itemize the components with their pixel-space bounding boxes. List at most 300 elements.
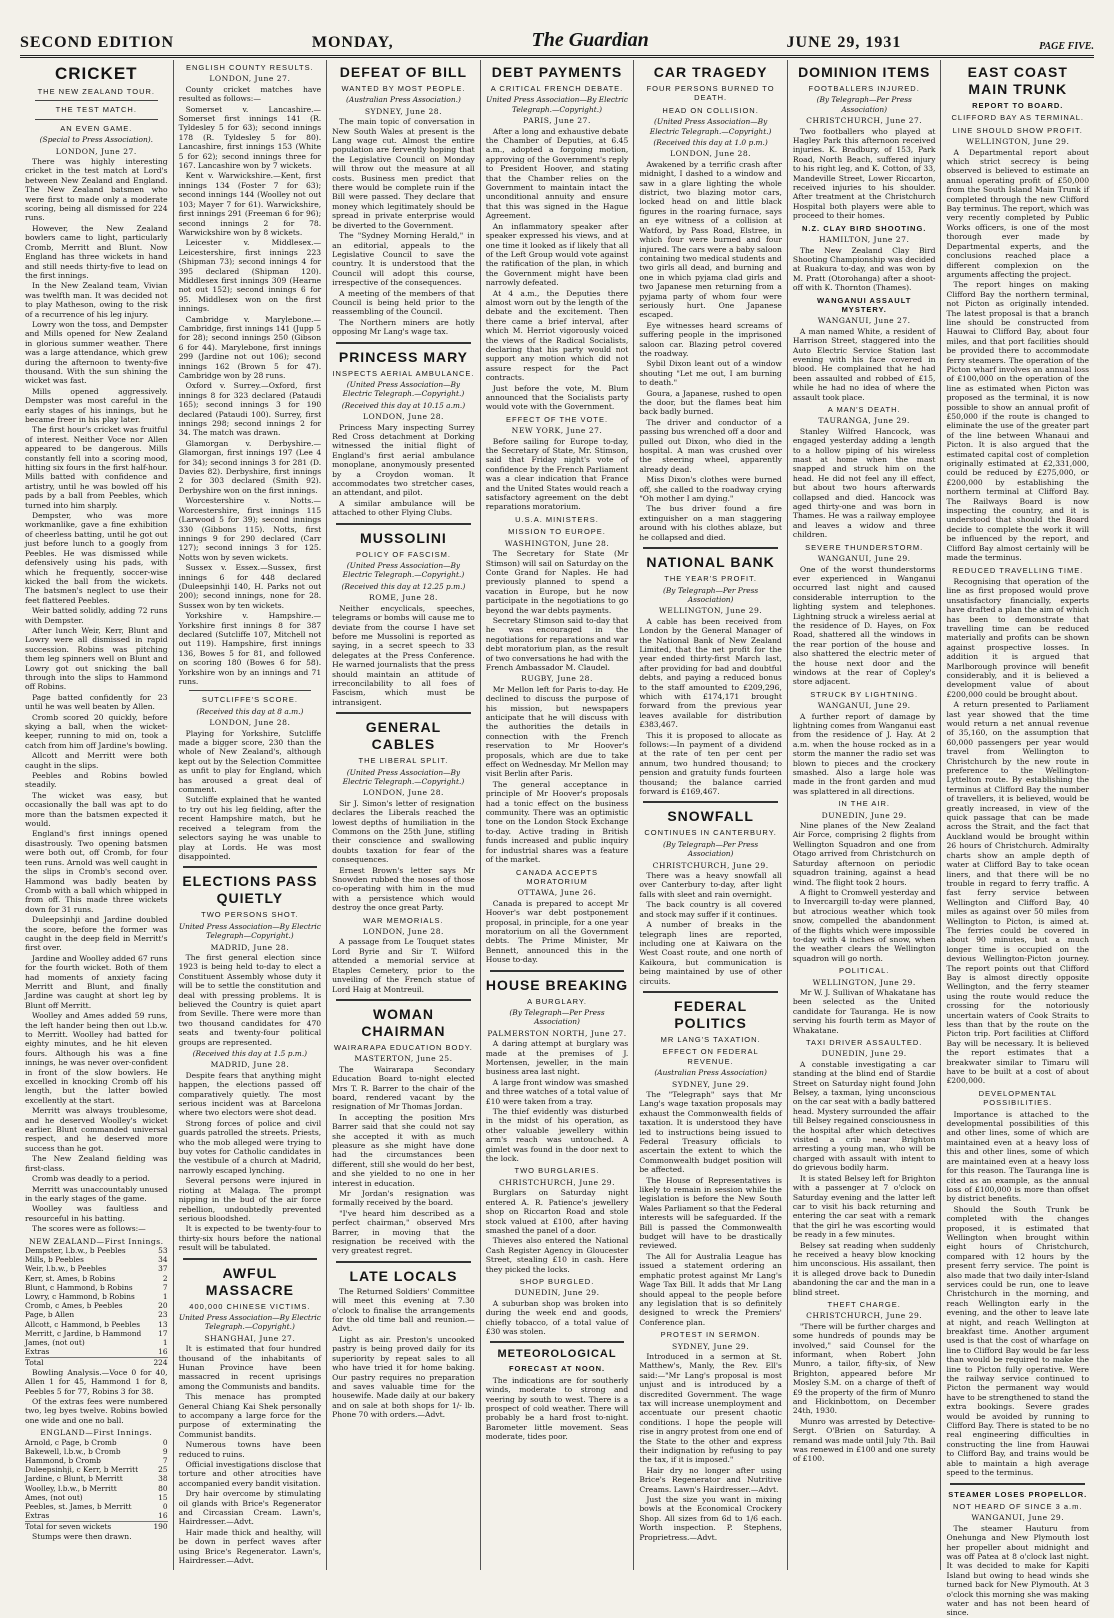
paragraph: Worcestershire v. Notts.—Worcestershire, first innings 115 (Larwood 5 for 39); second innings 330 (Gibbons 115). Notts, first innings 9 for 290 declared (Carr 127); second innings 3 for 125. Notts won by seven wickets.	[178, 496, 322, 562]
runs: 23	[158, 1310, 168, 1320]
credit-line: (Received this day at 1.5 p.m.)	[192, 1049, 308, 1058]
paragraph: In the New Zealand team, Vivian was twelfth man. It was decided not to play Matheson, owing to the risk of a recurrence of his leg injury.	[25, 281, 168, 319]
paragraph: Official investigations disclose that torture and other atrocities have accompanied every bandit visitation.	[178, 1460, 322, 1488]
credit-line: (Australian Press Association)	[654, 1068, 767, 1078]
paragraph: The steamer Hauturu from Onehunga and New Plymouth lost her propeller about midnight and was off Patea at 8 o'clock last night. It was decided to make for Kapiti Island but owing to head winds she turned back for New Plymouth. At 3 o'clock this morning she was making water and has not been heard of since.	[946, 1523, 1090, 1618]
paragraph: Mr Mellon left for Paris to-day. He declined to discuss the purpose of his mission, but newspapers anticipate that he will discuss with the authorities the details in connection with the French reservation to Mr Hoover's proposals, which are due to take effect on Wednesday. Mr Mellon may visit Berlin after Paris.	[485, 684, 629, 779]
masthead-rule	[20, 55, 1094, 58]
credit-line: (Received this day at 1.0 p.m.)	[653, 138, 768, 148]
scorecard-row	[25, 1484, 168, 1493]
headline-princess-mary: PRINCESS MARY	[338, 348, 469, 365]
paragraph: Sir J. Simon's letter of resignation declares the Liberals reached the lowest depths of humiliation in the Commons on the 25th June, stifling their conscience and swallowing doubts taxation for fear of the consequences.	[332, 798, 475, 865]
batsman: Page, b Allen	[25, 1310, 75, 1320]
paragraph: There was highly interesting cricket in the test match at Lord's between New Zealand and England. The New Zealand batsmen who were first to made only a moderate scoring, being all dismissed for 224 runs.	[25, 157, 168, 223]
subhead: STRUCK BY LIGHTNING.	[810, 689, 919, 699]
divider	[490, 970, 625, 972]
total-runs: 190	[153, 1522, 168, 1532]
paragraph: The general acceptance in principle of Mr Hoover's proposals had a tonic effect on the business community. There was an optimistic tone on the London Stock Exchange to-day. Active trading in British funds increased and public inquiry for industrial shares was a feature of the market.	[485, 779, 629, 865]
total-label: Total for seven wickets	[25, 1522, 112, 1532]
dateline: LONDON, June 27.	[55, 146, 137, 156]
scorecard-row	[25, 1255, 168, 1264]
divider	[643, 801, 778, 803]
scorecard-row	[25, 1493, 168, 1502]
paragraph: Just before the vote, M. Blum announced that the Socialists party would vote with the Government.	[485, 383, 629, 412]
scorecard-heading: ENGLAND—First Innings.	[40, 1428, 153, 1438]
divider	[336, 523, 471, 525]
paragraph: Allcott and Merritt were both caught in the slips.	[25, 751, 168, 770]
paragraph: Jardine and Woolley added 67 runs for the fourth wicket. Both of them had moments of anxiety facing Merritt and Blunt, and finally Jardine was caught at short leg by Blunt off Merritt.	[25, 953, 168, 1010]
headline-elections: ELECTIONS PASS QUIETLY	[182, 873, 318, 907]
dateline: WANGANUI, June 29.	[817, 554, 911, 564]
subhead: TWO BURGLARIES.	[514, 1166, 600, 1176]
paragraph: County cricket matches have resulted as follows:—	[178, 84, 322, 104]
subhead: THE NEW ZEALAND TOUR.	[37, 87, 155, 96]
dateline: WANGANUI, June 29.	[971, 1513, 1065, 1523]
paragraph: Merritt was unaccountably unused in the early stages of the game.	[25, 1184, 168, 1203]
scorecard-row	[25, 1347, 168, 1356]
headline-woman-chairman: WOMAN CHAIRMAN	[361, 1005, 446, 1039]
divider	[643, 547, 778, 549]
paragraph: At 4 a.m., the Deputies there almost worn out by the length of the debate and the excitement. Then there came a brief interval, after which M. Herriot vigorously voiced the views of the Radical Socialists, declaring that his party would not support any motion which did not assure respect for the Pact contracts.	[485, 288, 629, 383]
subhead: A CRITICAL FRENCH DEBATE.	[490, 84, 624, 93]
dateline: WANGANUI, June 27.	[817, 316, 911, 326]
paragraph: It is expected to be twenty-four to thirty-six hours before the national result will be tabulated.	[178, 1224, 322, 1253]
scorecard-row	[25, 1511, 168, 1520]
paragraph: The first general election since 1923 is being held to-day to elect a Constituent Assembly whose duty it will be to settle the constitution and deal with pressing problems. It is believed the Country is quiet apart from Seville. There were more than two thousand candidates for 470 seats and twenty-four political groups are represented.	[178, 952, 322, 1047]
paragraph: A large front window was smashed and three watches of a total value of £10 were taken from a tray.	[485, 1077, 629, 1106]
subhead: LINE SHOULD SHOW PROFIT.	[952, 125, 1083, 135]
advertisement: Hair made thick and healthy, will be down in perfect waves after using Brice's Regenerator. Lawn's, Hairdresser.—Advt.	[178, 1527, 322, 1566]
paragraph: "I've heard him described as a perfect chairman," observed Mrs Barrer, in moving that the resignation be received with the very greatest regret.	[332, 1208, 475, 1256]
paragraph: Sybil Dixon leant out of a window shouting "Let me out, I am burning to death."	[639, 359, 782, 388]
paragraph: A Departmental report about which strict secrecy is being observed is believed to estimate an annual operating profit of £50,000 from the South Island Main Trunk if completed through the new Clifford Bay terminus. The report, which was very recently completed by Public Works officers, is one of the most thorough ever made by Departmental experts, and the conclusions reached place a different complexion on the arguments affecting the project.	[946, 147, 1090, 279]
paragraph: A daring attempt at burglary was made at the premises of J. Mortensen, jeweller, in the main business area last night.	[485, 1039, 629, 1077]
headline-cricket: CRICKET	[55, 64, 138, 83]
subhead: NOT HEARD OF SINCE 3 a.m.	[953, 1501, 1083, 1511]
paragraph: Sussex v. Essex.—Sussex, first innings 6 for 448 declared (Duleepsinhji 140, H. Parks not out 200); second innings, none for 28. Sussex won by ten wickets.	[178, 563, 322, 610]
runs: 0	[162, 1437, 168, 1447]
batsman: Bakewell, l.b.w., b Cromb	[25, 1446, 121, 1456]
subhead: FORECAST AT NOON.	[508, 1364, 606, 1374]
subhead: A BURGLARY.	[527, 996, 587, 1006]
paragraph: Mills opened aggressively. Dempster was most careful in the early stages of his innings, but he became freer in his play later.	[25, 386, 168, 424]
runs: 37	[158, 1264, 168, 1274]
dateline: ROME, June 28.	[368, 593, 438, 603]
paragraph: Nine planes of the New Zealand Air Force, comprising 2 flights from Wellington Squadron and one from Otago arrived from Christchurch on Saturday afternoon on periodic squadron training, against a head wind. The flight took 2 hours.	[792, 821, 936, 887]
headline-general-cables: GENERAL CABLES	[365, 719, 442, 753]
runs: 1	[162, 1337, 168, 1347]
paragraph: Oxford v. Surrey.—Oxford, first innings 8 for 323 declared (Pataudi 165); second innings 3 for 190 declared (Pataudi 100). Surrey, first innings 298; second innings 2 for 34. The match was drawn.	[178, 381, 322, 438]
paragraph: A flight to Cromwell yesterday and to Invercargill to-day were planned, but atrocious weather which took snow, compelled the abandonment of the flights which were impossible to-day with 4 inches of snow, when the weather clears the Wellington squadron will go north.	[792, 887, 936, 963]
dateline: SYDNEY, June 28.	[364, 106, 443, 116]
credit-line: (Received this day at 12.25 p.m.)	[341, 581, 466, 591]
runs: 17	[158, 1328, 168, 1338]
paragraph: A man named White, a resident of Harrison Street, staggered into the Auto Electric Service Station last evening with his face covered in blood. He complained that he had been assaulted and robbed of £15, while he had no idea of where the assault took place.	[792, 326, 936, 402]
credit-line: (Australian Press Association.)	[346, 95, 461, 105]
scorecard-row	[25, 1465, 168, 1474]
dateline: CHRISTCHURCH, June 29.	[652, 860, 769, 870]
subhead: TAXI DRIVER ASSAULTED.	[806, 1038, 923, 1047]
batsman: Jardine, c Blunt, b Merritt	[25, 1474, 123, 1484]
paragraph: Recognising that operation of the line as first proposed would prove unsatisfactory financially, experts have drafted a plan the aim of which has been to demonstrate that travelling time can be reduced materially and profits can be shown against prospective losses. In addition it is argued that Marlborough province will benefit considerably, and it is believed a development value of about £200,000 could be brought about.	[946, 576, 1090, 699]
advertisement: Just the size you want in mixing bowls at the Economical Crockery Shop. All sizes from 6d to 1/6 each. Worth inspection. P. Stephens, Proprietress.—Advt.	[639, 1495, 782, 1542]
paragraph: Lowry won the toss, and Dempster and Mills opened for New Zealand in glorious summer weather. There was a large attendance, which grew during the afternoon to twenty-five thousand. With the sun shining the wicket was fast.	[25, 319, 168, 386]
headline-debt-payments: DEBT PAYMENTS	[491, 64, 623, 80]
batsman: Mills, b Peebles	[25, 1255, 84, 1265]
edition-label: SECOND EDITION	[20, 34, 175, 51]
column-5	[634, 60, 788, 1570]
column-2	[174, 60, 328, 1570]
paragraph: The bus driver found a fire extinguisher on a man staggering around with his clothes ablaze, but he collapsed and died.	[639, 504, 782, 542]
paragraph: The Returned Soldiers' Committee will meet this evening at 7.30 o'clock to finalise the arrangements for the old time ball and reunion.—Advt.	[332, 1286, 475, 1334]
dateline: SHANGHAI, June 27.	[204, 1333, 296, 1343]
scorecard-row	[25, 1246, 168, 1255]
batsman: Extras	[25, 1347, 50, 1357]
scorecard-heading: NEW ZEALAND—First Innings.	[29, 1236, 164, 1246]
paragraph: Eye witnesses heard screams of suffering people in the imprisoned saloon car. Blazing petrol covered the roadway.	[639, 320, 782, 358]
headline-house-breaking: HOUSE BREAKING	[485, 976, 629, 993]
masthead-day: MONDAY,	[311, 34, 394, 51]
scorecard-row	[25, 1456, 168, 1465]
subhead: TWO PERSONS SHOT.	[201, 910, 299, 920]
subhead: CONTINUES IN CANTERBURY.	[644, 828, 777, 838]
paragraph: A return presented to Parliament last year showed that the time would return a net annual revenue of 35,160, on the assumption that 60,000 passengers per year would travel from Wellington to Christchurch by the new route in preference to the Wellington-Lyttelton route. By establishing the terminus at Clifford Bay the number of travellers, it is believed, would be greatly increased, in view of the quick passage that can be made across the Strait, and the fact that Auckland would be brought within 26 hours of Christchurch. Admiralty charts show an ample depth of water at Clifford Bay to take ocean liners, and that there will be no trouble in regard to ferry traffic. A fast ferry service between Wellington and Clifford Bay, 40 miles as against over 50 miles from Wellington to Picton, is aimed at. The ferries could be covered in about 90 minutes, but a much longer time is occupied on the devious Wellington-Picton journey. The report points out that Clifford Bay is almost directly opposite Wellington, and the ferry steamer using the route would reduce the crossing for the notoriously uncertain waters of Cook Straits to less than that by the route on the Picton trip. Port facilities at Clifford Bay will be necessary. It is believed the report estimates that a breakwater similar to Timaru will have to be built at a cost of about £200,000.	[946, 700, 1090, 1086]
page-number: PAGE FIVE.	[1039, 41, 1094, 52]
column-7	[941, 60, 1094, 1618]
dateline: PARIS, June 27.	[523, 116, 591, 126]
paragraph: Before sailing for Europe to-day, the Secretary of State, Mr. Stimson, said that Friday night's vote of confidence by the French Parliament was a clear indication that France and the United States would reach a satisfactory agreement on the debt reparations moratorium.	[485, 436, 629, 512]
column-6	[788, 60, 942, 1570]
divider	[336, 712, 471, 714]
paragraph: Mr Jordan's resignation was formally received by the board.	[332, 1189, 475, 1208]
subhead: CANADA ACCEPTS MORATORIUM	[516, 867, 598, 886]
paragraph: It is stated Belsey left for Brighton with a passenger at 7 o'clock on Saturday evening and the latter left car to visit his back returning and entering the car seat with a remark that the girl he was escorting would be ready in a few minutes.	[792, 1173, 936, 1240]
paragraph: Cromb was deadly to a period.	[32, 1174, 150, 1184]
subhead: FOOTBALLERS INJURED.	[808, 84, 920, 93]
credit-line: (By Telegraph—Per Press Association)	[816, 95, 912, 114]
scorecard-nz	[25, 1246, 168, 1368]
subhead: EFFECT OF THE VOTE.	[505, 414, 609, 424]
dateline: DUNEDIN, June 29.	[821, 1049, 907, 1059]
dateline: CHRISTCHURCH, June 29.	[499, 1177, 616, 1187]
scorecard-row	[25, 1301, 168, 1310]
dateline: MASTERTON, June 25.	[354, 1054, 453, 1064]
subhead: ENGLISH COUNTY RESULTS.	[185, 63, 314, 72]
dateline: CHRISTCHURCH, June 29.	[806, 1311, 923, 1321]
dateline: LONDON, June 27.	[209, 74, 291, 84]
paragraph: Secretary Stimson said to-day that he was encouraged in the negotiations for reparations and war debt moratorium plan, as the result of two conversations he had with the French Ambassador M. Claudel.	[485, 615, 629, 672]
paragraph: Somerset v. Lancashire.—Somerset first innings 141 (R. Tyldesley 5 for 63); second innings 178 (R. Tyldesley 5 for 80). Lancashire, first innings 153 (White 5 for 62); second innings three for 167. Lancashire won by 7 wickets.	[178, 104, 322, 171]
paragraph: This menace has prompted General Chiang Kai Shek personally to accompany a large force for the purpose of exterminating the Communist bandits.	[178, 1392, 322, 1439]
paragraph: Strong forces of police and civil guards patrolled the streets. Priests, who the mob alleged were trying to buy votes for Catholic candidates in the vestibule of a church at Madrid, narrowly escaped lynching.	[178, 1118, 322, 1175]
subhead: REDUCED TRAVELLING TIME.	[952, 565, 1084, 575]
subhead: 400,000 CHINESE VICTIMS.	[189, 1301, 311, 1311]
subhead: IN THE AIR.	[838, 799, 891, 809]
credit-line: (United Press Association—By Electric Telegraph.—Copyright.)	[342, 767, 465, 786]
dateline: TAURANGA, June 29.	[818, 416, 910, 426]
dateline: LONDON, June 28.	[362, 927, 444, 937]
runs: 25	[158, 1465, 168, 1475]
runs: 7	[162, 1456, 168, 1466]
paragraph: Despite fears that anything might happen, the elections passed off comparatively quietly. The most serious incident was at Barcelona where two electors were shot dead.	[178, 1070, 322, 1118]
runs: 16	[158, 1511, 168, 1521]
total-label: Total	[25, 1358, 44, 1368]
batsman: James, (not out)	[25, 1337, 85, 1347]
dateline: WELLINGTON, June 29.	[812, 977, 916, 987]
batsman: Woolley, l.b.w., b Merritt	[25, 1483, 117, 1493]
paragraph: Duleepsinhji and Jardine doubled the score, before the former was caught in the deep field in Merritt's first over.	[25, 915, 168, 953]
newspaper-title: The Guardian	[531, 29, 649, 51]
paragraph: The wicket was easy, but occasionally the ball was apt to do more than the batsmen expected it would.	[25, 790, 168, 829]
subhead: WAIRARAPA EDUCATION BODY.	[333, 1042, 473, 1052]
subhead: DEVELOPMENTAL POSSIBILITIES.	[978, 1088, 1057, 1108]
batsman: Hammond, b Cromb	[25, 1456, 101, 1466]
paragraph: Woolley and Ames added 59 runs, the left hander being then out l.b.w. to Merritt. Woolley had batted for eighty minutes, and he hit eleven fours. Although his was a fine innings, he was never over-confident in front of the slow bowlers. He excelled in knocking Cromb off his length, but the latter bowled excellently at the start.	[25, 1011, 168, 1105]
paragraph: The Secretary for State (Mr Stimson) will sail on Saturday on the Conte Grand for Naples. He had previously planned to spend a vacation in Europe, but he now participate in the negotiations to go beyond the war debts payments.	[485, 549, 629, 615]
batsman: Ames, (not out)	[25, 1492, 83, 1502]
credit-line: (United Press Association—By Electric Telegraph.—Copyright.)	[342, 561, 465, 580]
paragraph: Goura, a Japanese, rushed to open the door, but the flames beat him back badly burned.	[639, 388, 782, 417]
runs: 20	[158, 1301, 168, 1311]
subhead: AN EVEN GAME.	[60, 123, 133, 133]
credit-line: United Press Association—By Electric Telegraph.—Copyright.)	[178, 1312, 321, 1332]
runs: 2	[162, 1273, 168, 1283]
scorecard-row	[25, 1320, 168, 1329]
subhead: PROTEST IN SERMON.	[660, 1330, 761, 1340]
newspaper-columns	[20, 60, 1094, 1618]
dateline: DUNEDIN, June 29.	[514, 1288, 600, 1298]
headline-defeat-of-bill: DEFEAT OF BILL	[339, 64, 468, 80]
subhead: MR LANG'S TAXATION.	[660, 1034, 761, 1044]
paragraph: A further report of damage by lightning comes from Wanganui east from the residence of J. Hay. At 2 a.m. when the house rocked as in a storm the manner the radio set was blown to pieces and the crockery smashed. Also a large hole was made in the front garden and mud was splattered in all directions.	[792, 711, 936, 796]
paragraph: The report hinges on making Clifford Bay the northern terminal, not Picton as originally intended. The latest proposal is that a branch line should be constructed from Hauwai to Clifford Bay, about four miles, and that port facilities should be provided there to accommodate ferry steamers. The operation of the Picton wharf involves an annual loss of £100,000 on the operation of the line as estimated when Picton was proposed as the terminal, it is now possible to show an annual profit of £50,000 if the route is changed to eliminate the use of the greater part of the line between Whanaui and Picton. It is also argued that the estimated capital cost of completion originally estimated at £2,331,000, could be reduced by £275,000, or £200,000 by establishing the northern terminal at Clifford Bay. The Railways Board is now inspecting the country, and it is understood that should the Board decide to complete the work it will be influenced by the report, and Clifford Bay almost certainly will be made the terminus.	[946, 280, 1090, 563]
paragraph: Two footballers who played at Hagley Park this afternoon received injuries. K. Bradbury, of 153, Park Road, North Beach, suffered injury to his right leg, and K. Cotton, of 33, Mandeville Street, Lower Riccarton, received injuries to his shoulder. After treatment at the Christchurch Hospital both players were able to proceed to their homes.	[792, 126, 936, 221]
runs: 0	[162, 1502, 168, 1512]
divider	[35, 119, 158, 120]
subhead: U.S.A. MINISTERS.	[515, 514, 599, 524]
paragraph: Of the extras fees were numbered two, leg byes twelve. Robins bowled one wide and one no ball.	[25, 1397, 168, 1425]
paragraph: This it is proposed to allocate as follows:—In payment of a dividend at the rate of ten per cent per annum, two hundred thousand; to pension and gratuity funds fourteen thousand; the balance carried forward is £169,467.	[639, 730, 782, 797]
runs: 16	[158, 1347, 168, 1357]
subhead: POLICY OF FASCISM.	[355, 549, 451, 559]
masthead	[20, 28, 1094, 52]
runs: 15	[158, 1492, 168, 1502]
paragraph: Introduced in a sermon at St. Matthew's, Manly, the Rev. Ell's said:—"Mr Lang's proposal is most unjust and is introduced by a discredited Government. The wage tax will increase unemployment and accentuate our present chaotic conditions. I hope the people will rise in angry protest from one end of the State to the other and express their indignation by refusing to pay the tax, if it is imposed."	[639, 1351, 782, 1465]
subhead: HEAD ON COLLISION.	[662, 105, 759, 115]
dateline: SYDNEY, June 29.	[672, 1079, 750, 1089]
credit-line: United Press Association—By Electric Telegraph—Copyright.)	[178, 921, 321, 941]
paragraph: Belsey sat reading when suddenly he received a heavy blow knocking him unconscious. His assailant, then it is alleged drove back to Dunedin abandoning the car and the man in a blind street.	[792, 1240, 936, 1297]
runs: 1	[162, 1291, 168, 1301]
runs: 7	[162, 1282, 168, 1292]
paragraph: Cambridge v. Marylebone.—Cambridge, first innings 141 (Jupp 5 for 28); second innings 250 (Gibson 6 for 44). Marylebone, first innings 299 (Jardine not out 106); second innings 162 (Brown 5 for 47). Cambridge won by 28 runs.	[178, 314, 322, 380]
paragraph: The New Zealand Clay Bird Shooting Championship was decided at Ruakura to-day, and was won by M. Pratt (Otorohanga) after a shoot-off with K. Thornton (Thames).	[792, 245, 936, 293]
subhead: WANTED BY MOST PEOPLE.	[341, 84, 466, 93]
credit-line: (By Telegraph—Per Press Association)	[662, 839, 759, 859]
subhead: REPORT TO BOARD.	[972, 101, 1064, 110]
subhead: FOUR PERSONS BURNED TO DEATH.	[646, 84, 775, 103]
divider	[189, 690, 312, 691]
dateline: CHRISTCHURCH, June 27.	[806, 116, 923, 126]
divider	[490, 1341, 625, 1343]
dateline: OTTAWA, June 26.	[517, 888, 597, 898]
batsman: Blunt, c Hammond, b Robins	[25, 1282, 133, 1292]
batsman: Lowry, c Hammond, b Robins	[25, 1291, 135, 1301]
paragraph: The back country is all covered and stock may suffer if it continues.	[639, 900, 782, 919]
paragraph: The New Zealand fielding was first-class.	[25, 1154, 168, 1173]
credit-line: (United Press Association—By Electric Telegraph.—Copyright.)	[342, 379, 465, 399]
dateline: WELLINGTON, June 29.	[966, 137, 1070, 147]
paragraph: Stanley Wilfred Hancock, was engaged yesterday adding a length to a hollow piping of his wireless mast at home when the mast snapped and struck him on the head. He did not feel any ill effect, but about two hours afterwards collapsed and died. Hancock was aged thirty-one and was born in Thames. He was a railway employee and leaves a widow and three children.	[792, 426, 936, 540]
scorecard-row	[25, 1264, 168, 1273]
column-1	[20, 60, 174, 1570]
paragraph: Munro was arrested by Detective-Sergt. O'Brien on Saturday. A remand was made until July 7th. Bail was renewed in £100 and one surety of £100.	[792, 1416, 936, 1464]
subhead: THEFT CHARGE.	[827, 1299, 901, 1309]
subhead: WAR MEMORIALS.	[363, 915, 444, 925]
paragraph: Importance is attached to the developmental possibilities of this and other lines, some of which are maintained even at a heavy loss of this and other lines, some of which are maintained even at a heavy loss for this reason. The Tauranga line is cited as an example, as the annual loss of £100,000 is more than offset by district benefits.	[946, 1109, 1090, 1204]
headline-massacre: AWFUL MASSACRE	[205, 1264, 294, 1298]
divider	[336, 1261, 471, 1263]
scorecard-row	[25, 1502, 168, 1511]
dateline: LONDON, June 28.	[209, 718, 291, 728]
headline-meteorological: METEOROLOGICAL	[497, 1348, 617, 1361]
paragraph: A number of breaks in the telegraph lines are reported, including one at Kaiwara on the West Coast route, and one north of Kaikoura, but communication is being maintained by use of other circuits.	[639, 920, 782, 986]
paragraph: England's first innings opened disastrously. Two opening batsmen were both out, off Cromb, for four teen runs. Arnold was well caught in the slips in Cromb's second over. Hammond was badly beaten by Cromb with a ball which whipped in from off. This made three wickets down for 31 runs.	[25, 829, 168, 914]
scorecard-row	[25, 1474, 168, 1483]
scorecard-row	[25, 1283, 168, 1292]
paragraph: Peebles and Robins bowled steadily.	[25, 771, 168, 790]
paragraph: Merritt was always troublesome, and he deserved Woolley's wicket earlier. Blunt commanded universal respect, and he deserved more success than he got.	[25, 1106, 168, 1153]
scorecard-row	[25, 1447, 168, 1456]
paragraph: A meeting of the members of that Council is being held prior to the reassembling of the Council.	[332, 288, 475, 317]
scorecard-england	[25, 1438, 168, 1532]
paragraph: The "Telegraph" says that Mr Lang's wage taxation proposals may exhaust the Commonwealth fields of taxation. It is understood they have led to instructions being issued to Federal Treasury officials to ascertain the extent to which the Commonwealth budget position will be affected.	[639, 1089, 782, 1175]
paragraph: A cable has been received from London by the General Manager of the National Bank of New Zealand Limited, that the net profit for the year ended thirty-first March last, after providing for bad and doubtful debts, and paying a reduced bonus to the staff amounted to £209,296, which with £174,171 brought forward from the previous year leaves available for distribution £383,467.	[639, 616, 782, 730]
paragraph: The first hour's cricket was fruitful of interest. Neither Voce nor Allen appeared to be dangerous. Mills constantly fell into a scoring mood, hitting six fours in the first half-hour. Mills batted with confidence and artistry, until he was bowled off his pads by a ball from Peebles, which turned into him sharply.	[25, 425, 168, 510]
paragraph: Cromb scored 20 quickly, before skying a ball, when the wicket-keeper, running to mid on, took a catch from him off Jardine's bowling.	[25, 712, 168, 750]
paragraph: Miss Dixon's clothes were burned off, she called to the roadway crying "Oh mother I am dying."	[639, 475, 782, 504]
subhead: SEVERE THUNDERSTORM.	[805, 542, 924, 552]
paragraph: The main topic of conversation in New South Wales at present is the Lang wage cut. Almost the entire population are fervently hoping that the Legislative Council on Monday will throw out the measure at all costs. Business men predict that there would be complete ruin if the Bill were passed. They declare that money which legitimately should be spread in private enterprise would be diverted to the Government.	[332, 117, 475, 230]
subhead: CLIFFORD BAY AS TERMINAL.	[951, 113, 1085, 123]
dateline: WASHINGTON, June 28.	[504, 538, 610, 548]
batsman: Peebles, st. James, b Merritt	[25, 1502, 132, 1512]
column-3	[327, 60, 481, 1570]
subhead: SHOP BURGLED.	[519, 1276, 595, 1286]
batsman: Merritt, c Jardine, b Hammond	[25, 1328, 142, 1338]
paragraph: The Northern miners are hotly opposing Mr Lang's wage tax.	[332, 317, 475, 337]
dateline: PALMERSTON NORTH, June 27.	[487, 1028, 627, 1038]
credit-line: (Received this day at 10.15 a.m.)	[341, 400, 466, 410]
batsman: Duleepsinhji, c Kerr, b Merritt	[25, 1465, 139, 1475]
scorecard-row	[25, 1310, 168, 1319]
batsman: Arnold, c Page, b Cromb	[25, 1437, 117, 1447]
paragraph: A constable investigating a car standing at the blind end of Stardie Street on Saturday night found John Belsey, a taxman, lying unconscious on the car seat with a badly battered head. Mystery surrounded the affair till Belsey regained consciousness in the hospital after which detectives visited a crib near Brighton arresting a young man, who will be charged with assault with intent to do grievous bodily harm.	[792, 1059, 936, 1173]
scorecard-row	[25, 1329, 168, 1338]
dateline: RUGBY, June 28.	[521, 674, 593, 684]
paragraph: The House of Representatives is likely to remain in session while the legislation is before the New South Wales Parliament so that the Federal interests will be safeguarded. If the Bill is passed the Commonwealth budget will have to be drastically reviewed.	[639, 1175, 782, 1251]
batsman: Weir, l.b.w., b Peebles	[25, 1264, 107, 1274]
dateline: WELLINGTON, June 29.	[658, 606, 763, 616]
credit-line: (By Telegraph—Per Press Association)	[509, 1007, 605, 1027]
paragraph: Ernest Brown's letter says Mr Snowden rubbed the noses of those co-operating with him in the mud with a persistence which would destroy the once great Party.	[332, 865, 475, 913]
runs: 34	[158, 1255, 168, 1265]
paragraph: Burglars on Saturday night entered A. R. Patience's jewellery shop on Riccarton Road and stole stock valued at £100, after having smashed the panel of a door.	[485, 1188, 629, 1235]
dateline: MADRID, June 28.	[210, 1060, 290, 1070]
paragraph: Canada is prepared to accept Mr Hoover's war debt postponement proposal, in principle, for a one year moratorium on all the Government debts. The Prime Minister, Mr Bennett, announced this in the House to-day.	[485, 898, 629, 965]
dateline: WANGANUI, June 29.	[817, 701, 911, 711]
subhead: MISSION TO EUROPE.	[508, 527, 606, 537]
subhead: WANGANUI ASSAULT MYSTERY.	[817, 295, 912, 314]
masthead-date: JUNE 29, 1931	[786, 34, 902, 51]
batsman: Kerr, st. Ames, b Robins	[25, 1273, 116, 1283]
paragraph: Page batted confidently for 23 until he was well beaten by Allen.	[25, 692, 168, 712]
subhead: SUTCLIFFE'S SCORE.	[201, 695, 298, 705]
paragraph: The "Sydney Morning Herald," in an editorial, appeals to the Legislative Council to save the country. It is understood that the Council will adopt this course, irrespective of the consequences.	[332, 231, 475, 288]
paragraph: Woolley was faultless and resourceful in his batting.	[25, 1204, 168, 1223]
paragraph: The thief evidently was disturbed in the midst of his operation, as other valuable jewellery within arm's reach was untouched. A gimlet was found in the door next to the lock.	[485, 1107, 629, 1164]
paragraph: Weir batted solidly, adding 72 runs with Dempster.	[25, 606, 168, 625]
subhead: INSPECTS AERIAL AMBULANCE.	[332, 368, 475, 378]
dateline: MADRID, June 28.	[210, 942, 290, 952]
headline-car-tragedy: CAR TRAGEDY	[653, 64, 768, 80]
paragraph: The All for Australia League has issued a statement ordering an emphatic protest against Mr Lang's Wage Tax Bill. It adds that Mr Lang should appeal to the people before any legislation that is so definitely designed to wreck the Premiers' Conference plan.	[639, 1251, 782, 1327]
runs: 13	[158, 1319, 168, 1329]
batsman: Dempster, l.b.w., b Peebles	[25, 1245, 126, 1255]
batsman: Allcott, c Hammond, b Peebles	[25, 1319, 141, 1329]
paragraph: Awakened by a terrific crash after midnight, I dashed to a window and saw in a glare lighting the whole district, two blazing motor cars, locked head on and little black figures in the roaring furnace, says an eye witness of a collision at Watford, by Pass Road, Elstree, in which four were burned and four injured. The cars were a baby saloon containing two medical students and two girls all dead, and burning and one in which pyjama clad girls and two Japanese men returning from a pyjama party of whom four were seriously hurt. One Japanese escaped.	[639, 159, 782, 320]
paragraph: Numerous towns have been reduced to ruins.	[178, 1440, 322, 1459]
headline-east-coast-main-trunk: EAST COAST MAIN TRUNK	[967, 64, 1068, 97]
paragraph: After a long and exhaustive debate the Chamber of Deputies, at 6.45 a.m., adopted a forgoing motion, approving of the Government's reply to President Hoover, and stating that the Chamber relies on the Government to maintain intact the unconditional annuity and ensure that this was signed in the Hague Agreement.	[485, 126, 629, 221]
scorecard-row	[25, 1438, 168, 1447]
headline-federal-politics: FEDERAL POLITICS	[674, 997, 748, 1031]
paragraph: After lunch Weir, Kerr, Blunt and Lowry were all dismissed in rapid succession. Robins was pitching them leg spinners well on Blunt and Lowry got out snicking the ball through into the slips to Hammond off Robins.	[25, 625, 168, 692]
divider	[643, 991, 778, 993]
credit-line: (Special to Press Association).	[39, 135, 153, 145]
subhead: POLITICAL.	[838, 966, 890, 976]
subhead: STEAMER LOSES PROPELLOR.	[948, 1489, 1088, 1499]
dateline: LONDON, June 28.	[362, 412, 444, 422]
advertisement: Light as air. Preston's uncooked pastry is being proved daily for its superiority by repeat sales to all who have tried it for home baking. Our pastry requires no preparation and saves valuable time for the housewife. Made daily at our bakery and on sale at both shops for 1/- lb. Phone 70 with orders.—Advt.	[332, 1334, 475, 1420]
headline-late-locals: LATE LOCALS	[349, 1267, 458, 1284]
paragraph: However, the New Zealand bowlers came to light, particularly Cromb, Merritt and Blunt. Now England has three wickets in hand and still needs thirty-five to lead on the first innings.	[25, 223, 168, 280]
paragraph: The scores were as follows:—	[32, 1224, 146, 1234]
divider	[183, 1258, 318, 1260]
scorecard-total	[25, 1357, 168, 1367]
scorecard-total	[25, 1521, 168, 1531]
scorecard-row	[25, 1338, 168, 1347]
divider	[183, 866, 318, 868]
subhead: THE TEST MATCH.	[55, 105, 137, 115]
paragraph: One of the worst thunderstorms ever experienced in Wanganui occurred last night and caused considerable interruption to the lighting system and telephones. Lightning struck a wireless aerial at the residence of D. Hayes, on Fox Road, shattered all the windows in the rear portion of the house and also shattered the electric meter of the house next door and the windows at the rear of Copley's store adjacent.	[792, 564, 936, 687]
headline-dominion-items: DOMINION ITEMS	[798, 64, 931, 80]
runs: 9	[162, 1446, 168, 1456]
paragraph: The indications are for southerly winds, moderate to strong and veering by south to west. There is a prospect of cold weather. There will probably be a hard frost to-night. Barometer little movement. Seas moderate, tides poor.	[485, 1375, 629, 1442]
paragraph: Yorkshire v. Hampshire.—Yorkshire first innings 8 for 387 declared (Sutcliffe 107, Mitchell not out 119). Hampshire, first innings 136, Bowes 5 for 81, and followed on scoring 180 (Bowes 6 for 58). Yorkshire won by an innings and 71 runs.	[178, 611, 322, 686]
headline-snowfall: SNOWFALL	[667, 808, 754, 825]
batsman: Extras	[25, 1511, 50, 1521]
dateline: SYDNEY, June 29.	[672, 1341, 750, 1351]
dateline: LONDON, June 28.	[362, 788, 444, 798]
subhead: THE LIBERAL SPLIT.	[358, 756, 449, 766]
paragraph: Stumps were then drawn.	[32, 1531, 132, 1541]
subhead: N.Z. CLAY BIRD SHOOTING.	[801, 223, 927, 233]
credit-line: United Press Association—By Electric Telegraph.—Copyright.)	[486, 95, 629, 114]
divider	[35, 100, 158, 101]
total-runs: 224	[153, 1358, 168, 1368]
paragraph: There was a heavy snowfall all over Canterbury to-day, after light falls with sleet and rain overnight.	[639, 871, 782, 899]
